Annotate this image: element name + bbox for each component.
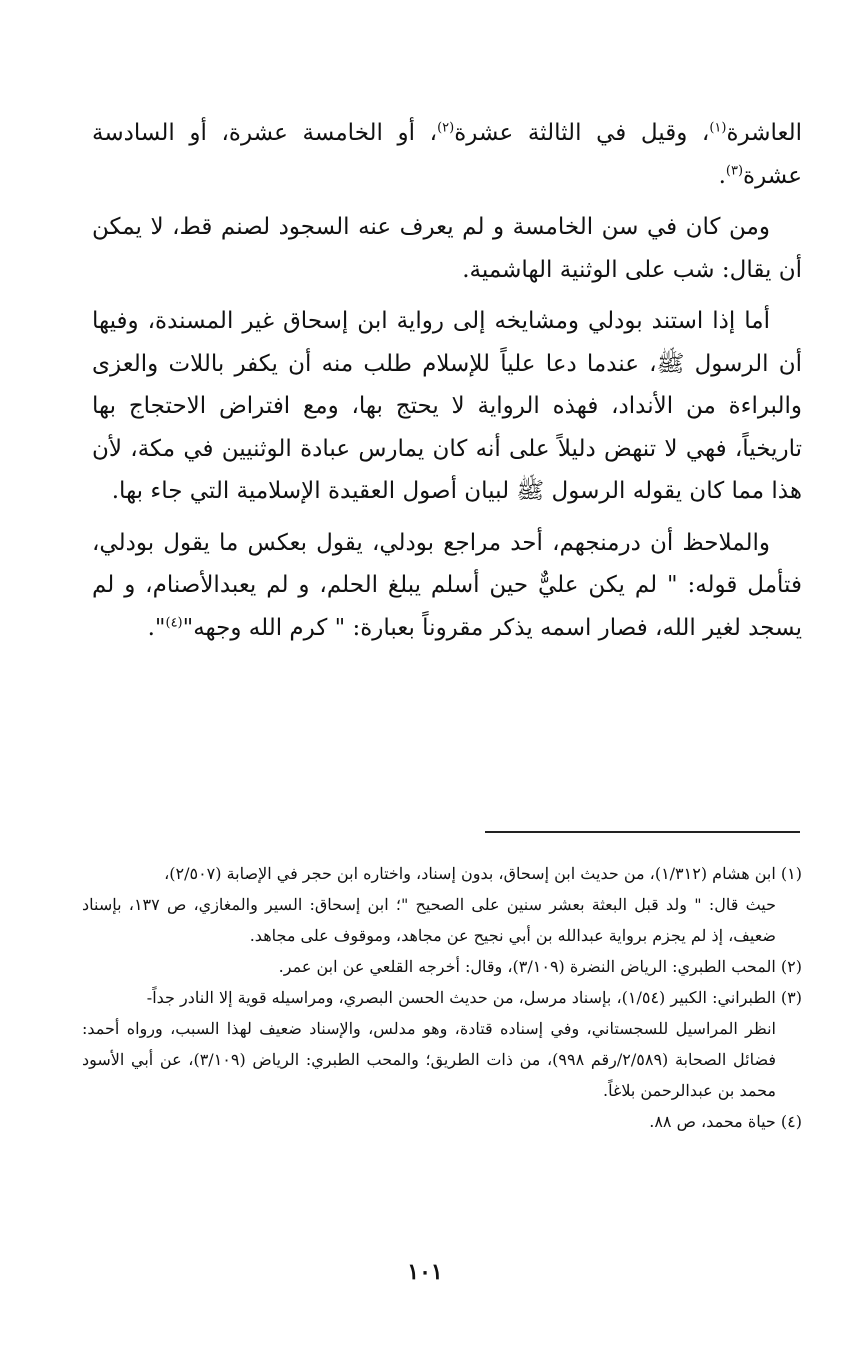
footnote-text: المحب الطبري: الرياض النضرة (٣/١٠٩)، وقال: أخرجه القلعي عن ابن عمر. <box>278 957 776 976</box>
footnote-2 <box>82 951 802 982</box>
footnote-continuation: انظر المراسيل للسجستاني، وفي إسناده قتادة، وهو مدلس، والإسناد ضعيف لهذا السبب، ورواه أحمد: فضائل الصحابة (٢/٥٨٩/رقم ٩٩٨)، من ذات الطريق؛ والمحب الطبري: الرياض (٣/١٠٩)، عن أبي الأسود محمد بن عبدالرحمن بلاغاً. <box>82 1019 776 1100</box>
footnote-ref-3: (٣) <box>725 162 744 178</box>
paragraph-1 <box>92 112 802 197</box>
footnote-3 <box>82 982 802 1106</box>
paragraph-text: ". <box>147 614 166 641</box>
footnote-text: حياة محمد، ص ٨٨. <box>649 1112 776 1131</box>
footnote-marker: (٤) <box>780 1112 802 1131</box>
footnote-ref-2: (٢) <box>437 120 455 136</box>
footnote-text: ابن هشام (١/٣١٢)، من حديث ابن إسحاق، بدون إسناد، واختاره ابن حجر في الإصابة (٢/٥٠٧)، <box>164 864 776 883</box>
paragraph-2: ومن كان في سن الخامسة و لم يعرف عنه السجود لصنم قط، لا يمكن أن يقال: شب على الوثنية الهاشمية. <box>92 214 802 283</box>
footnote-separator <box>485 831 800 833</box>
paragraph-3: أما إذا استند بودلي ومشايخه إلى رواية ابن إسحاق غير المسندة، وفيها أن الرسول ﷺ، عندما دعا علياً للإسلام طلب منه أن يكفر باللات والعزى والبراءة من الأنداد، فهذه الرواية لا يحتج بها، ومع افتراض الاحتجاج بها تاريخياً، فهي لا تنهض دليلاً على أنه كان يمارس عبادة الوثنيين في مكة، لأن هذا مما كان يقوله الرسول ﷺ لبيان أصول العقيدة الإسلامية التي جاء بها. <box>92 308 802 504</box>
page-number: ١٠١ <box>407 1259 443 1285</box>
footnotes <box>82 858 802 1137</box>
footnote-marker: (٣) <box>780 988 802 1007</box>
paragraph-4 <box>92 522 802 650</box>
footnote-4 <box>82 1106 802 1137</box>
footnote-marker: (٢) <box>780 957 802 976</box>
footnote-continuation: حيث قال: " ولد قبل البعثة بعشر سنين على الصحيح "؛ ابن إسحاق: السير والمغازي، ص ١٣٧، بإسناد ضعيف، إذ لم يجزم برواية عبدالله بن أبي نجيح عن مجاهد، وموقوف على مجاهد. <box>82 895 777 945</box>
paragraph-text: ، وقيل في الثالثة عشرة <box>454 120 710 146</box>
paragraph-text: . <box>718 162 726 189</box>
paragraph-text: ، أو الخامسة عشرة، أو السادسة عشرة <box>92 120 802 189</box>
footnote-ref-4: (٤) <box>165 614 183 630</box>
footnote-ref-1: (١) <box>709 120 727 136</box>
footnote-1 <box>82 858 802 951</box>
footnote-marker: (١) <box>780 864 802 883</box>
paragraph-text: العاشرة <box>726 120 802 146</box>
footnote-text: الطبراني: الكبير (١/٥٤)، بإسناد مرسل، من حديث الحسن البصري، ومراسيله قوية إلا النادر جداً- <box>146 988 776 1007</box>
main-text <box>92 112 802 649</box>
paragraph-text: والملاحظ أن درمنجهم، أحد مراجع بودلي، يقول بعكس ما يقول بودلي، فتأمل قوله: " لم يكن عليٌّ حين أسلم يبلغ الحلم، و لم يعبدالأصنام، و لم يسجد لغير الله، فصار اسمه يذكر مقروناً بعبارة: " كرم الله وجهه" <box>92 529 802 641</box>
